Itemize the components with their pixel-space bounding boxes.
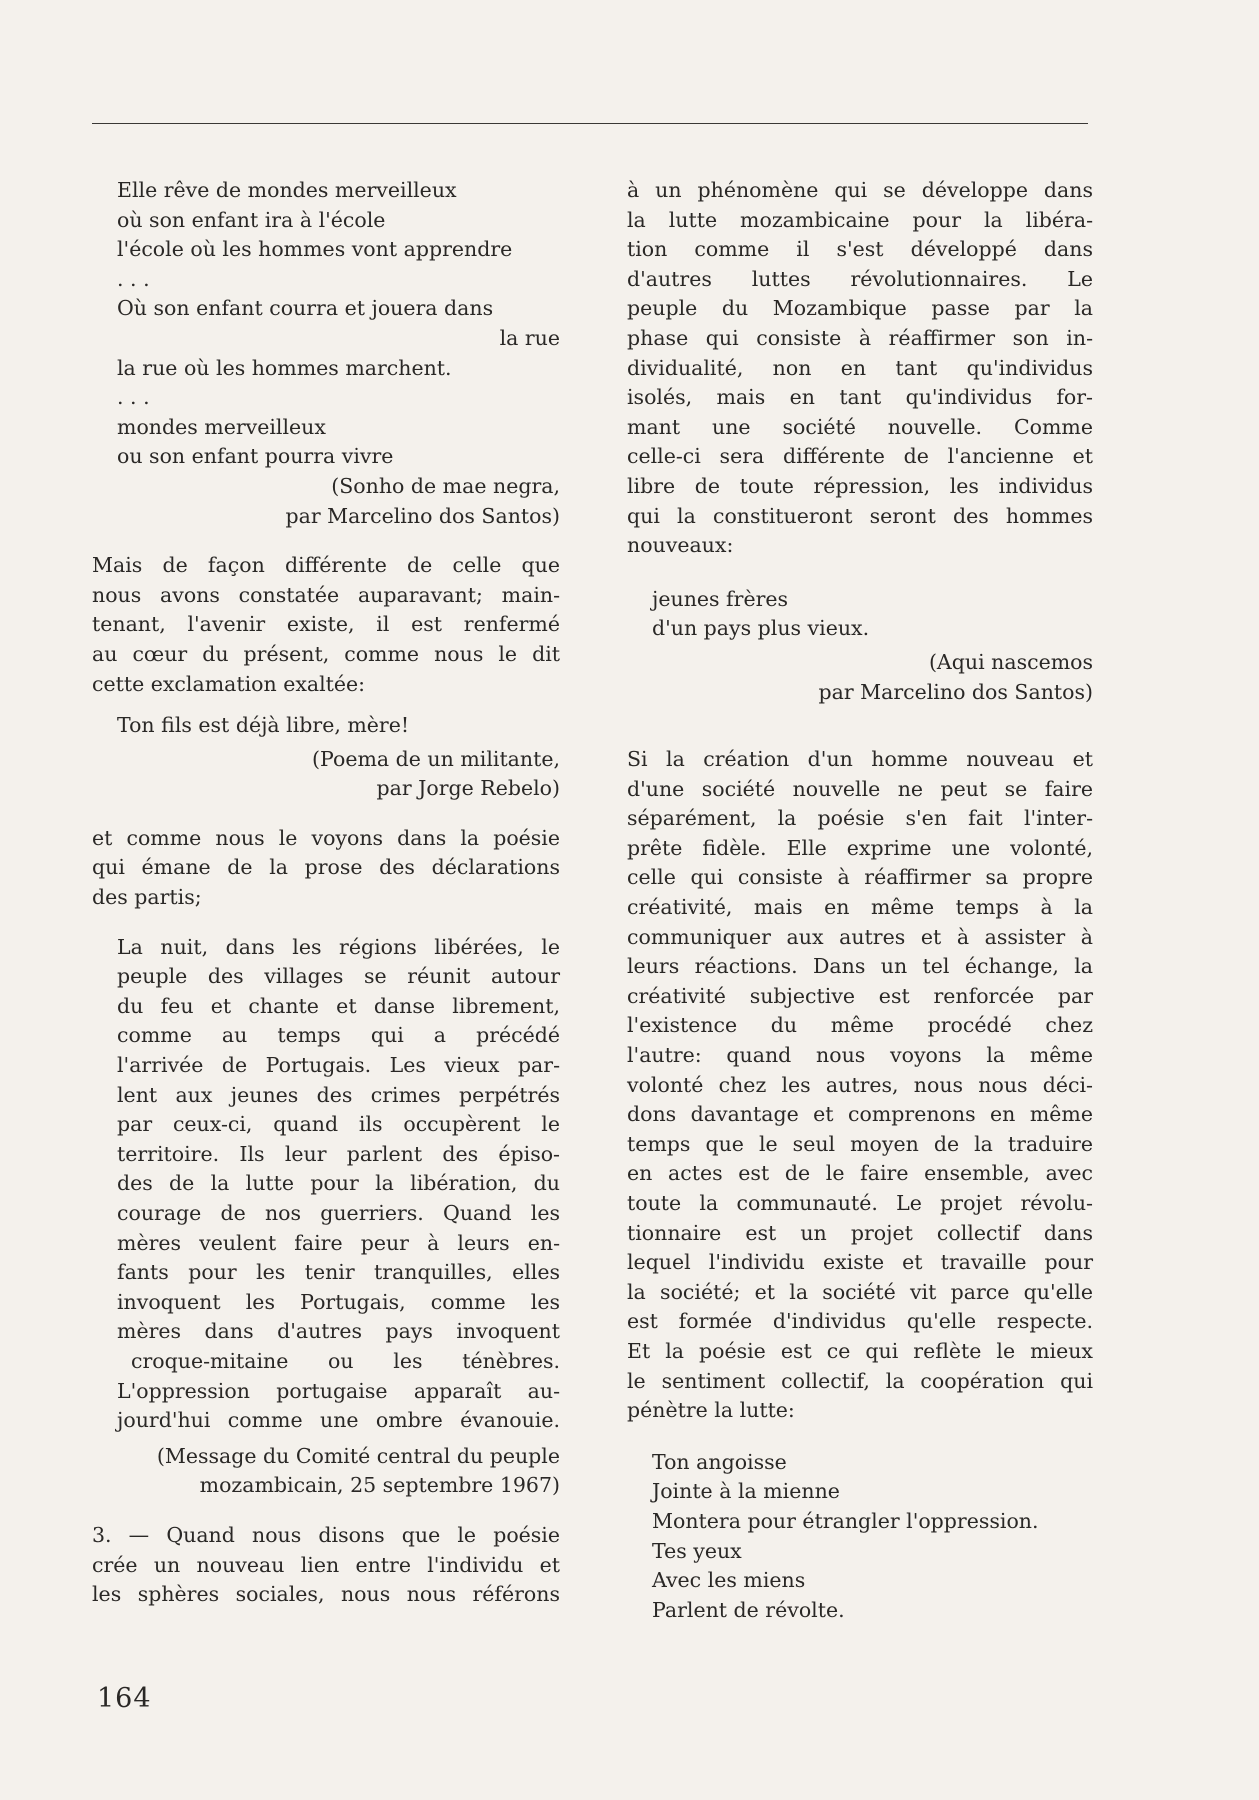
poem-closing [627,1448,1093,1626]
text-line: fants pour les tenir tranquilles, elles [117,1260,560,1285]
quote-line: Ton fils est déjà libre, mère! [117,713,410,738]
text-line: croque-mitaine ou les ténèbres. [131,1348,560,1373]
poem-source: par Marcelino dos Santos) [285,503,560,528]
header-rule [92,123,1088,124]
text-line: séparément, la poésie s'en fait l'inter- [627,806,1093,831]
text-line: mères dans d'autres pays invoquent [117,1319,560,1344]
text-line: par ceux-ci, quand ils occupèrent le [117,1112,560,1137]
poem-source: (Sonho de mae negra, [331,473,560,498]
quote-militante [92,711,560,804]
text-line: Mais de façon différente de celle que [92,553,560,578]
poem-ellipsis: . . . [117,266,150,291]
text-line: communiquer aux autres et à assister à [627,924,1093,949]
poem-sonho [92,176,560,531]
text-line: territoire. Ils leur parlent des épiso- [117,1141,560,1166]
text-line: créativité, mais en même temps à la [627,895,1093,920]
text-line: lent aux jeunes des crimes perpétrés [117,1082,560,1107]
poem-line: Ton angoisse [652,1449,787,1474]
text-line: leurs réactions. Dans un tel échange, la [627,954,1093,979]
poem-source: (Aqui nascemos [928,649,1093,674]
text-line: celle-ci sera différente de l'ancienne et [627,444,1093,469]
text-line: celle qui consiste à réaffirmer sa propre [627,865,1093,890]
poem-line: Elle rêve de mondes merveilleux [117,178,457,202]
poem-line: Jointe à la mienne [652,1479,840,1504]
poem-line: jeunes frères [652,586,789,611]
text-line: est formée d'individus qu'elle respecte. [627,1309,1093,1334]
message-source: (Message du Comité central du peuple [156,1443,560,1468]
text-line: le sentiment collectif, la coopération qui [627,1368,1093,1393]
text-line: en actes est de le faire ensemble, avec [627,1161,1093,1186]
text-line: volonté chez les autres, nous nous déci- [627,1072,1093,1097]
poem-line: Montera pour étrangler l'oppression. [652,1508,1039,1533]
text-line: d'autres luttes révolutionnaires. Le [627,266,1093,291]
quote-source: par Jorge Rebelo) [376,776,560,801]
poem-line: Avec les miens [652,1568,806,1593]
right-column [627,176,1093,1625]
text-line: nouveaux: [627,533,734,558]
quote-source: (Poema de un militante, [312,746,560,771]
text-line: pénètre la lutte: [627,1398,795,1423]
text-line: créativité subjective est renforcée par [627,983,1093,1008]
paragraph [627,745,1093,1426]
text-line: La nuit, dans les régions libérées, le [117,934,560,959]
text-line: à un phénomène qui se développe dans [627,178,1093,202]
text-line: la société; et la société vit parce qu'elle [627,1279,1093,1304]
poem-line: Parlent de révolte. [652,1597,845,1622]
poem-line: Où son enfant courra et jouera dans [117,296,494,321]
message-quote [92,933,560,1501]
poem-line: l'école où les hommes vont apprendre [117,237,513,262]
text-line: jourd'hui comme une ombre évanouie. [117,1408,560,1433]
text-line: toute la communauté. Le projet révolu- [627,1191,1093,1215]
text-line: au cœur du présent, comme nous le dit [92,641,560,666]
poem-ellipsis: . . . [117,385,150,410]
text-line: tion comme il s'est développé dans [627,237,1093,262]
text-line: invoquent les Portugais, comme les [117,1289,560,1314]
paragraph [92,1521,560,1610]
paragraph [627,176,1093,561]
text-line: des partis; [92,885,202,910]
text-line: dons davantage et comprenons en même [627,1102,1093,1127]
poem-source: par Marcelino dos Santos) [818,679,1093,704]
text-line: nous avons constatée auparavant; main- [92,582,560,607]
text-line: l'existence du même procédé chez [627,1013,1093,1038]
poem-line: ou son enfant pourra vivre [117,444,394,469]
text-line: Et la poésie est ce qui reflète le mieux [627,1338,1093,1363]
text-line: peuple du Mozambique passe par la [627,296,1093,321]
poem-aqui-nascemos [627,585,1093,707]
text-line: et comme nous le voyons dans la poésie [92,825,560,850]
text-line: qui émane de la prose des déclarations [92,855,560,880]
poem-line: Tes yeux [652,1538,742,1563]
poem-line: où son enfant ira à l'école [117,207,386,232]
text-line: cette exclamation exaltée: [92,671,366,696]
paragraph [92,824,560,913]
text-line: mères veulent faire peur à leurs en- [117,1230,560,1255]
text-line: la lutte mozambicaine pour la libéra- [627,207,1093,232]
paragraph [92,551,560,699]
text-line: temps que le seul moyen de la traduire [627,1131,1093,1156]
text-line: dividualité, non en tant qu'individus [627,355,1093,380]
text-line: isolés, mais en tant qu'individus for- [627,385,1093,410]
text-line: d'une société nouvelle ne peut se faire [627,776,1093,801]
text-line: courage de nos guerriers. Quand les [117,1201,560,1225]
text-line: Si la création d'un homme nouveau et [627,747,1093,772]
message-source: mozambicain, 25 septembre 1967) [199,1473,560,1498]
text-line: tenant, l'avenir existe, il est renfermé [92,612,560,637]
text-line: du feu et chante et danse librement, [117,993,560,1018]
poem-line: la rue [499,325,560,350]
left-column [92,176,560,1610]
text-line: lequel l'individu existe et travaille pour [627,1250,1093,1275]
text-line: crée un nouveau lien entre l'individu et [92,1552,560,1577]
text-line: qui la constitueront seront des hommes [627,503,1093,528]
poem-line: mondes merveilleux [117,414,326,439]
text-line: prête fidèle. Elle exprime une volonté, [627,835,1093,860]
text-line: les sphères sociales, nous nous référons [92,1582,560,1607]
text-line: l'arrivée de Portugais. Les vieux par- [117,1053,560,1078]
text-line: comme au temps qui a précédé [117,1023,560,1048]
text-line: libre de toute répression, les individus [627,473,1093,498]
poem-line: d'un pays plus vieux. [652,616,870,641]
text-line: peuple des villages se réunit autour [117,964,560,989]
text-line: L'oppression portugaise apparaît au- [117,1378,560,1403]
poem-line: la rue où les hommes marchent. [117,355,452,380]
text-line: mant une société nouvelle. Comme [627,414,1093,439]
text-line: tionnaire est un projet collectif dans [627,1220,1093,1245]
text-line: 3. — Quand nous disons que le poésie [92,1522,560,1547]
text-line: des de la lutte pour la libération, du [117,1171,560,1196]
text-line: l'autre: quand nous voyons la même [627,1043,1093,1068]
page-number: 164 [97,1683,152,1714]
text-line: phase qui consiste à réaffirmer son in- [627,325,1093,350]
